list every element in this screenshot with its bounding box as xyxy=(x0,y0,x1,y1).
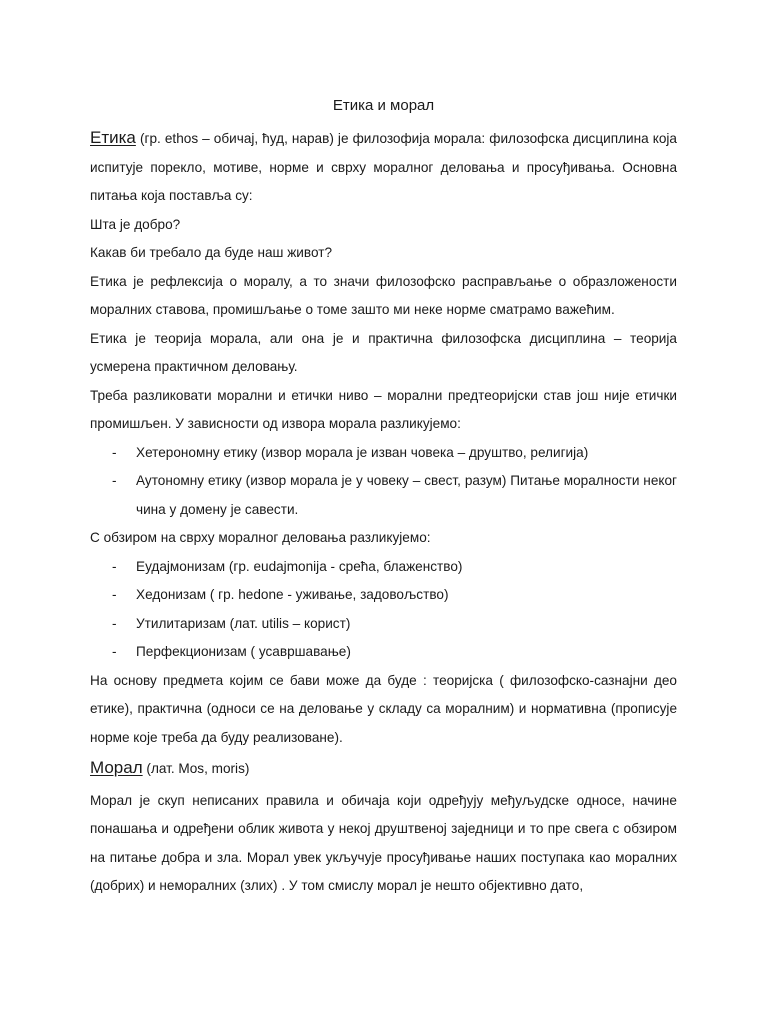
list-dash: - xyxy=(112,644,117,659)
list-item-text: Хетерономну етику (извор морала је изван човека – друштво, религија) xyxy=(136,444,589,460)
purpose-paragraph: С обзиром на сврху моралног деловања разликујемо: xyxy=(90,530,431,545)
list-item-text: Еудајмонизам (гр. eudajmonija - срећа, блаженство) xyxy=(136,558,463,574)
list-item xyxy=(90,467,677,524)
list-item xyxy=(90,610,677,639)
etika-intro-text: (гр. ethos – обичај, ћуд, нарав) је филозофија морала: филозофска дисциплина која испитује порекло, мотиве, норме и сврху моралног деловања и просуђивања. Основна питања која поставља су: xyxy=(90,131,677,203)
page-title: Етика и морал xyxy=(332,97,435,114)
subject-paragraph: На основу предмета којим се бави може да буде : теоријска ( филозофско-сазнајни део етике), практична (односи се на деловање у складу са моралним) и нормативна (прописује норме које треба да буду реализоване). xyxy=(90,672,677,745)
moral-intro-text: (лат. Mos, moris) xyxy=(146,761,250,776)
list-item xyxy=(90,581,677,610)
etika-paragraph xyxy=(90,124,677,211)
list-dash: - xyxy=(112,473,117,488)
theory-paragraph: Етика је теорија морала, али она је и практична филозофска дисциплина – теорија усмерена практичном деловању. xyxy=(90,330,677,374)
reflection-paragraph: Етика је рефлексија о моралу, а то значи филозофско расправљање о образложености моралних ставова, промишљање о томе зашто ми неке норме сматрамо важећим. xyxy=(90,273,677,317)
list-item xyxy=(90,638,677,667)
list-dash: - xyxy=(112,444,117,460)
list-dash: - xyxy=(112,615,117,631)
moral-heading: Морал xyxy=(90,758,143,777)
moral-heading-line xyxy=(90,754,677,784)
levels-paragraph: Треба разликовати морални и етички ниво – морални предтеоријски став још није етички промишљен. У зависности од извора морала разликујемо: xyxy=(90,387,677,431)
list-item-text: Аутономну етику (извор морала је у човеку – свест, разум) Питање моралности неког чина у домену је савести. xyxy=(136,473,677,517)
list-item xyxy=(90,439,677,468)
document-body xyxy=(90,94,677,901)
question-1: Шта је добро? xyxy=(90,216,181,232)
purpose-list xyxy=(90,553,677,667)
list-item-text: Утилитаризам (лат. utilis – корист) xyxy=(136,615,351,631)
moral-paragraph: Морал је скуп неписаних правила и обичаја који одређују међуљудске односе, начине понашања и одређени облик живота у некој друштвеној заједници и то пре свега с обзиром на питање добра и зла. Морал увек укључује просуђивање наших поступака као моралних (добрих) и неморалних (злих) . У том смислу морал је нешто објективно дато, xyxy=(90,792,677,893)
list-item-text: Перфекционизам ( усавршавање) xyxy=(136,644,351,659)
question-2: Какав би требало да буде наш живот? xyxy=(90,245,333,260)
list-dash: - xyxy=(112,587,117,602)
sources-list xyxy=(90,439,677,525)
list-item xyxy=(90,553,677,582)
list-item-text: Хедонизам ( гр. hedone - уживање, задовољство) xyxy=(136,587,449,602)
etika-heading: Етика xyxy=(90,128,136,147)
list-dash: - xyxy=(112,558,117,574)
